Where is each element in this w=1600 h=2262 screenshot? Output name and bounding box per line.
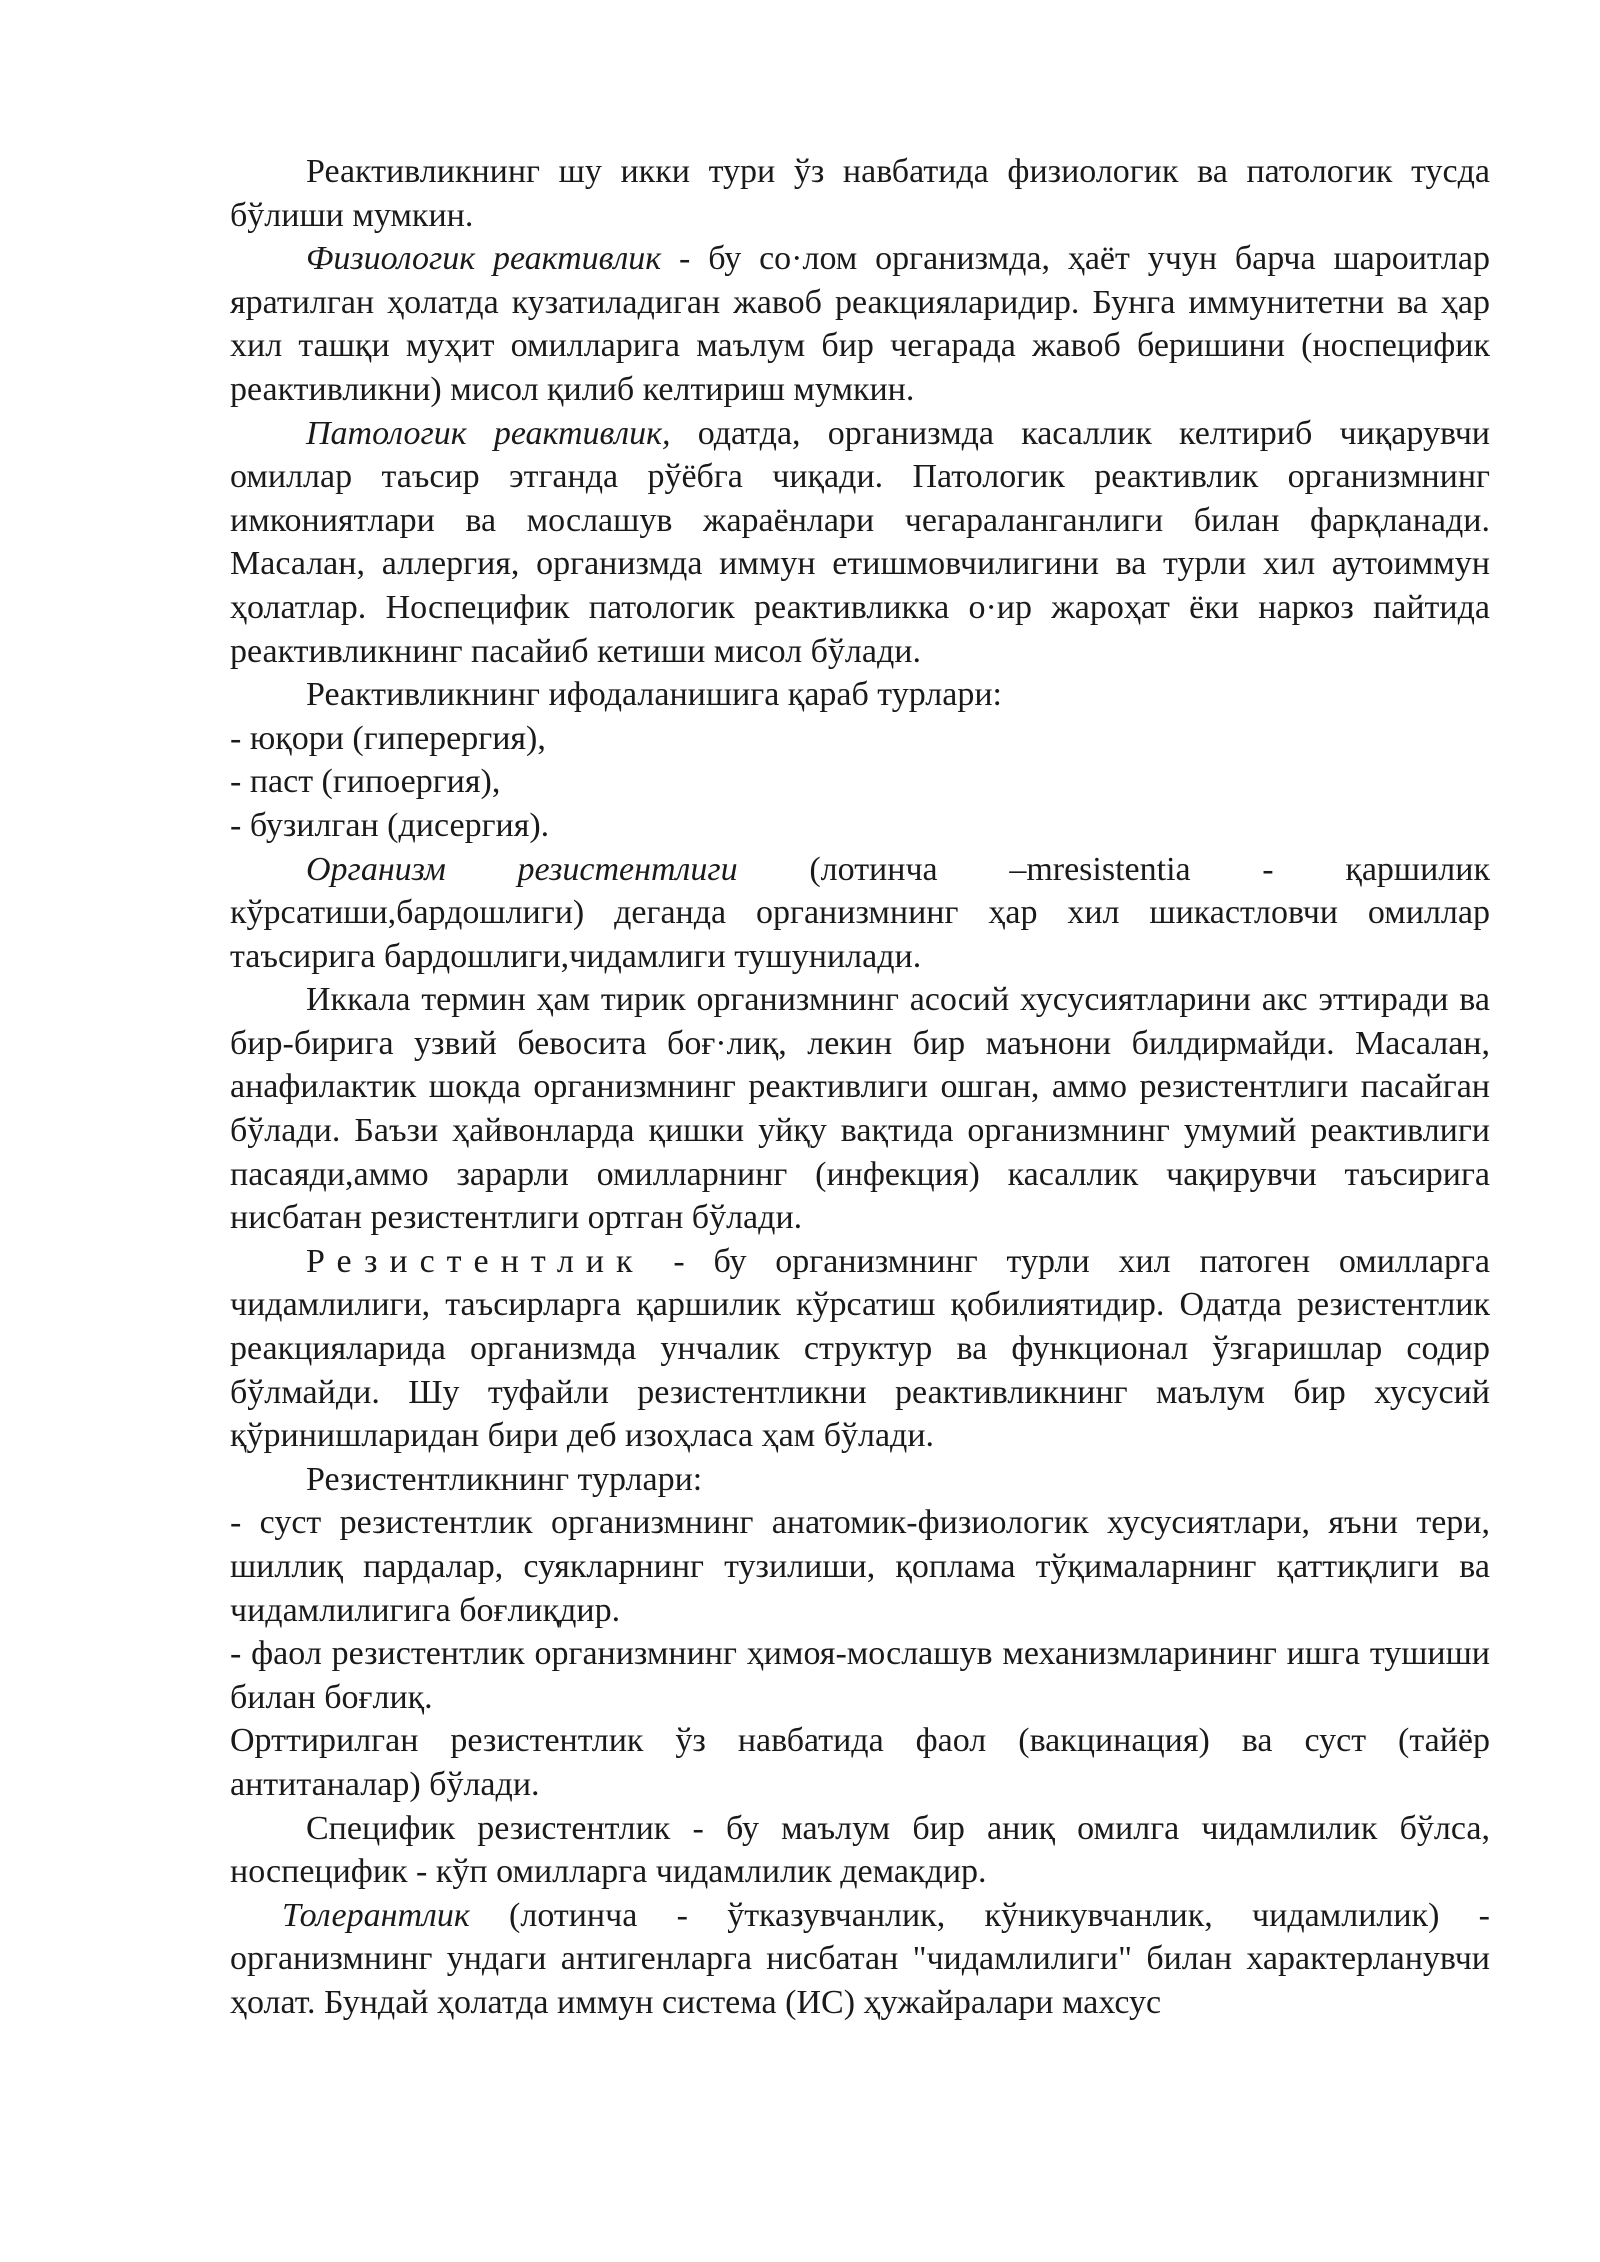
list-item-active-resistance: - фаол резистентлик организмнинг ҳимоя-мослашув механизмларининг ишга тушиши билан боғлиқ. — [230, 1635, 1490, 1716]
paragraph-reactivity-expression: Реактивликнинг ифодаланишига қараб турлари: — [306, 676, 1002, 714]
paragraph-resistance-types: Резистентликнинг турлари: — [306, 1460, 703, 1498]
list-item-hyperergy: - юқори (гиперергия), — [230, 719, 546, 757]
paragraph-physiological-reactivity: Физиологик реактивлик - бу со·лом организмда, ҳаёт учун барча шароитлар яратилган ҳолатда кузатиладиган жавоб реакцияларидир. Бунга иммунитетни ва ҳар хил ташқи муҳит омилларига маълум бир чегарада жавоб беришини (носпецифик реактивликни) мисол қилиб келтириш мумкин. — [230, 240, 1490, 408]
term-physiological-reactivity: Физиологик реактивлик — [306, 240, 662, 278]
paragraph-acquired-resistance: Орттирилган резистентлик ўз навбатида фаол (вакцинация) ва суст (тайёр антитаналар) бўлади. — [230, 1722, 1490, 1803]
term-pathological-reactivity: Патологик реактивлик, — [306, 414, 671, 452]
list-item-dysergy: - бузилган (дисергия). — [230, 806, 550, 844]
paragraph-tolerance: Толерантлик (лотинча - ўтказувчанлик, кўникувчанлик, чидамлилик) - организмнинг ундаги антигенларга нисбатан "чидамлилиги" билан характерланувчи ҳолат. Бундай ҳолатда иммун система (ИС) ҳужайралари махсус — [230, 1896, 1490, 2021]
list-item-passive-resistance: - суст резистентлик организмнинг анатомик-физиологик хусусиятлари, яъни тери, шиллиқ пардалар, суякларнинг тузилиши, қоплама тўқималарнинг қаттиқлиги ва чидамлилигига боғлиқдир. — [230, 1504, 1490, 1629]
paragraph-pathological-reactivity: Патологик реактивлик, одатда, организмда касаллик келтириб чиқарувчи омиллар таъсир этганда рўёбга чиқади. Патологик реактивлик организмнинг имкониятлари ва мослашув жараёнлари чегараланганлиги билан фарқланади. Масалан, аллергия, организмда иммун етишмовчилигини ва турли хил аутоиммун ҳолатлар. Носпецифик патологик реактивликка о·ир жароҳат ёки наркоз пайтида реактивликнинг пасайиб кетиши мисол бўлади. — [230, 414, 1491, 670]
term-tolerance: Толерантлик — [282, 1896, 470, 1934]
term-resistance: Резистентлик — [306, 1242, 645, 1280]
paragraph-resistance-definition: Резистентлик - бу организмнинг турли хил патоген омилларга чидамлилиги, таъсирларга қаршилик кўрсатиш қобилиятидир. Одатда резистентлик реакцияларида организмда унчалик структур ва функционал ўзгаришлар содир бўлмайди. Шу туфайли резистентликни реактивликнинг маълум бир хусусий қўринишларидан бири деб изоҳласа ҳам бўлади. — [230, 1242, 1490, 1455]
document-page — [230, 150, 1490, 2025]
paragraph-reactivity-types: Реактивликнинг шу икки тури ўз навбатида физиологик ва патологик тусда бўлиши мумкин. — [230, 153, 1490, 234]
term-organism-resistance: Организм резистентлиги — [306, 850, 738, 888]
paragraph-specific-resistance: Специфик резистентлик - бу маълум бир аниқ омилга чидамлилик бўлса, носпецифик - кўп омилларга чидамлилик демакдир. — [230, 1809, 1490, 1891]
paragraph-organism-resistance: Организм резистентлиги (лотинча –mresistentia - қаршилик кўрсатиши,бардошлиги) деганда организмнинг ҳар хил шикастловчи омиллар таъсирига бардошлиги,чидамлиги тушунилади. — [230, 850, 1490, 975]
paragraph-both-terms: Иккала термин ҳам тирик организмнинг асосий хусусиятларини акс эттиради ва бир-бирига узвий бевосита боғ·лиқ, лекин бир маънони билдирмайди. Масалан, анафилактик шокда организмнинг реактивлиги ошган, аммо резистентлиги пасайган бўлади. Баъзи ҳайвонларда қишки уйқу вақтида организмнинг умумий реактивлиги пасаяди,аммо зарарли омилларнинг (инфекция) касаллик чақирувчи таъсирига нисбатан резистентлиги ортган бўлади. — [230, 981, 1490, 1237]
list-item-hypoergy: - паст (гипоергия), — [230, 763, 501, 801]
